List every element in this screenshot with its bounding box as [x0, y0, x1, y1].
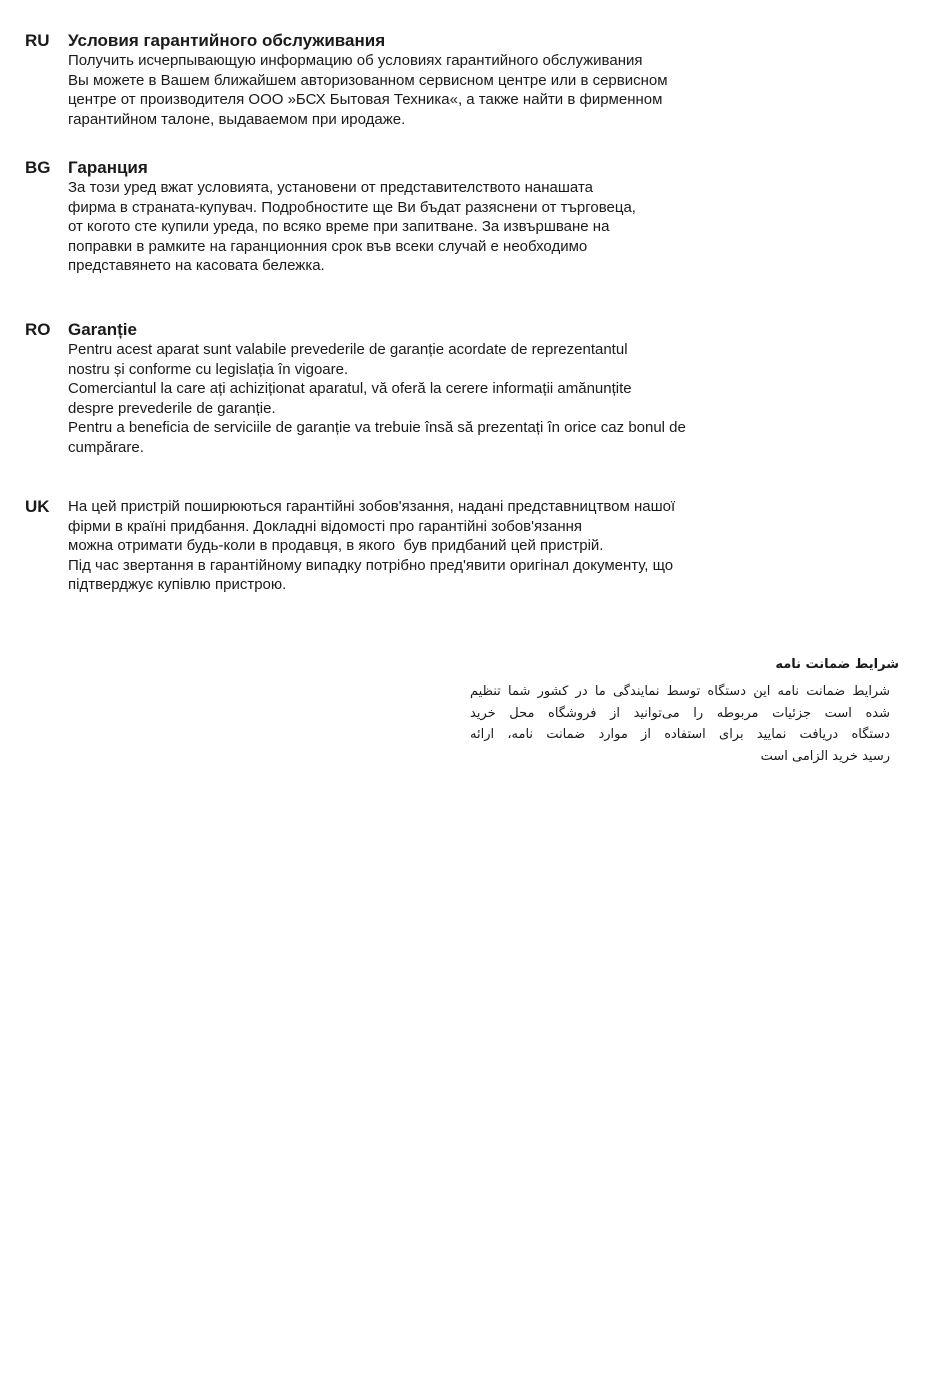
- section-ru-content: [68, 31, 815, 129]
- paragraph-line: можна отримати будь-коли в продавця, в якого був придбаний цей пристрій.: [68, 537, 604, 555]
- section-ro-content: [68, 320, 815, 458]
- language-code-ro: RO: [25, 320, 51, 339]
- section-fa: [470, 655, 899, 767]
- language-code-bg: BG: [25, 158, 51, 177]
- section-bg-content: [68, 158, 815, 276]
- paragraph-line: На цей пристрій поширюються гарантійні зобов'язання, надані представництвом нашої: [68, 498, 676, 515]
- paragraph-line: центре от производителя ООО »БСХ Бытовая Техника«, а также найти в фирменном: [68, 91, 663, 109]
- paragraph-line: За този уред вжат условията, установени от представителството нанашата: [68, 179, 593, 196]
- paragraph-line: شرایط ضمانت نامه این دستگاه توسط نمایندگی ما در کشور شما تنظیم: [470, 684, 890, 699]
- paragraph-line: фирма в страната-купувач. Подробностите ще Ви бъдат разяснени от търговеца,: [68, 198, 636, 216]
- section-ru-title: Условия гарантийного обслуживания: [68, 31, 386, 50]
- paragraph-line: поправки в рамките на гаранционния срок във всеки случай е необходимо: [68, 237, 588, 255]
- paragraph-line: підтверджує купівлю пристрою.: [68, 576, 287, 594]
- language-code-uk: UK: [25, 497, 50, 516]
- paragraph-line: nostru și conforme cu legislația în vigoare.: [68, 360, 349, 378]
- paragraph-line: Вы можете в Вашем ближайшем авторизованном сервисном центре или в сервисном: [68, 71, 668, 89]
- paragraph-line: despre prevederile de garanție.: [68, 399, 276, 417]
- paragraph-line: Під час звертання в гарантійному випадку потрібно пред'явити оригінал документу, що: [68, 556, 674, 574]
- section-ro-title: Garanție: [68, 320, 137, 339]
- paragraph-line: представянето на касовата бележка.: [68, 257, 325, 275]
- section-uk-content: [68, 497, 815, 595]
- section-uk: [25, 497, 815, 595]
- section-fa-title: شرایط ضمانت نامه: [775, 657, 899, 672]
- paragraph-line: фірми в країні придбання. Докладні відомості про гарантійні зобов'язання: [68, 517, 583, 535]
- paragraph-line: Comerciantul la care ați achiziționat aparatul, vă oferă la cerere informații amănunțite: [68, 380, 632, 398]
- paragraph-line: cumpărare.: [68, 438, 144, 456]
- section-ru: [25, 31, 815, 129]
- paragraph-line: Pentru acest aparat sunt valabile prevederile de garanție acordate de reprezentantul: [68, 341, 628, 358]
- section-bg: [25, 158, 815, 276]
- section-bg-title: Гаранция: [68, 158, 148, 177]
- paragraph-line: Pentru a beneficia de serviciile de garanție va trebuie însă să prezentați în orice caz bonul de: [68, 419, 686, 437]
- paragraph-line: Получить исчерпывающую информацию об условиях гарантийного обслуживания: [68, 52, 643, 69]
- paragraph-line: رسید خرید الزامی است: [760, 748, 890, 764]
- paragraph-line: دستگاه دریافت نمایید برای استفاده از موارد ضمانت نامه، ارائه: [470, 727, 890, 742]
- section-ro: [25, 320, 815, 458]
- paragraph-line: гарантийном талоне, выдаваемом при иродаже.: [68, 110, 406, 128]
- paragraph-line: شده است جزئیات مربوطه را می‌توانید از فروشگاه محل خرید: [470, 705, 890, 721]
- paragraph-line: от когото сте купили уреда, по всяко време при запитване. За извършване на: [68, 218, 610, 236]
- language-code-ru: RU: [25, 31, 50, 50]
